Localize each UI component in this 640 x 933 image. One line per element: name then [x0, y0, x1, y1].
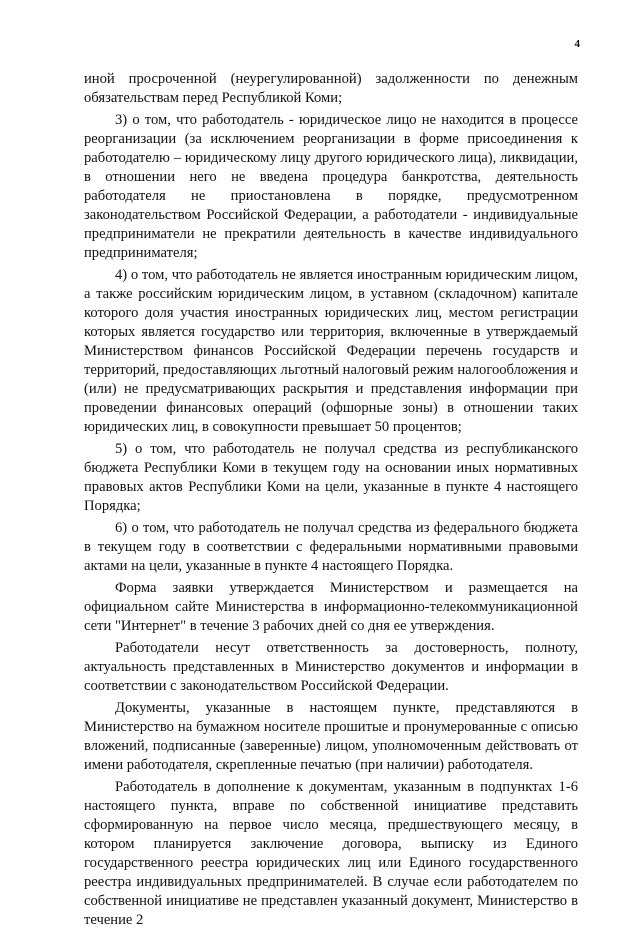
paragraph-application-form: Форма заявки утверждается Министерством и размещается на официальном сайте Министерства в информационно-телекоммуникационной сети "Интернет" в течение 3 рабочих дней со дня ее утверждения.	[84, 580, 578, 634]
paragraph-responsibility: Работодатели несут ответственность за достоверность, полноту, актуальность представленных в Министерство документов и информации в соответствии с законодательством Российской Федерации.	[84, 640, 578, 694]
paragraph-item-6: 6) о том, что работодатель не получал средства из федерального бюджета в текущем году в соответствии с федеральными нормативными правовыми актами на цели, указанные в пункте 4 настоящего Порядка.	[84, 520, 578, 574]
page-number: 4	[574, 38, 580, 50]
paragraph-additional-documents: Работодатель в дополнение к документам, указанным в подпунктах 1-6 настоящего пункта, вправе по собственной инициативе представить сформированную на первое число месяца, предшествующего месяцу, в котором планируется заключение договора, выписку из Единого государственного реестра юридических лиц или Единого государственного реестра индивидуальных предпринимателей. В случае если работодателем по собственной инициативе не представлен указанный документ, Министерство в течение 2	[84, 779, 578, 928]
paragraph-item-5: 5) о том, что работодатель не получал средства из республиканского бюджета Республики Коми в текущем году на основании иных нормативных правовых актов Республики Коми на цели, указанные в пункте 4 настоящего Порядка;	[84, 441, 578, 514]
paragraph-documents-submission: Документы, указанные в настоящем пункте, представляются в Министерство на бумажном носителе прошитые и пронумерованные с описью вложений, подписанные (заверенные) лицом, уполномоченным действовать от имени работодателя, скрепленные печатью (при наличии) работодателя.	[84, 700, 578, 773]
document-body	[84, 70, 578, 933]
paragraph-continuation: иной просроченной (неурегулированной) задолженности по денежным обязательствам перед Республикой Коми;	[84, 71, 578, 106]
paragraph-item-3: 3) о том, что работодатель - юридическое лицо не находится в процессе реорганизации (за исключением реорганизации в форме присоединения к работодателю – юридическому лицу другого юридического лица), ликвидации, в отношении него не введена процедура банкротства, деятельность работодателя не приостановлена в порядке, предусмотренном законодательством Российской Федерации, а работодатели - индивидуальные предприниматели не прекратили деятельность в качестве индивидуального предпринимателя;	[84, 112, 578, 261]
paragraph-item-4: 4) о том, что работодатель не является иностранным юридическим лицом, а также российским юридическим лицом, в уставном (складочном) капитале которого доля участия иностранных юридических лиц, местом регистрации которых является государство или территория, включенные в утверждаемый Министерством финансов Российской Федерации перечень государств и территорий, предоставляющих льготный налоговый режим налогообложения и (или) не предусматривающих раскрытия и представления информации при проведении финансовых операций (офшорные зоны) в отношении таких юридических лиц, в совокупности превышает 50 процентов;	[84, 267, 578, 435]
